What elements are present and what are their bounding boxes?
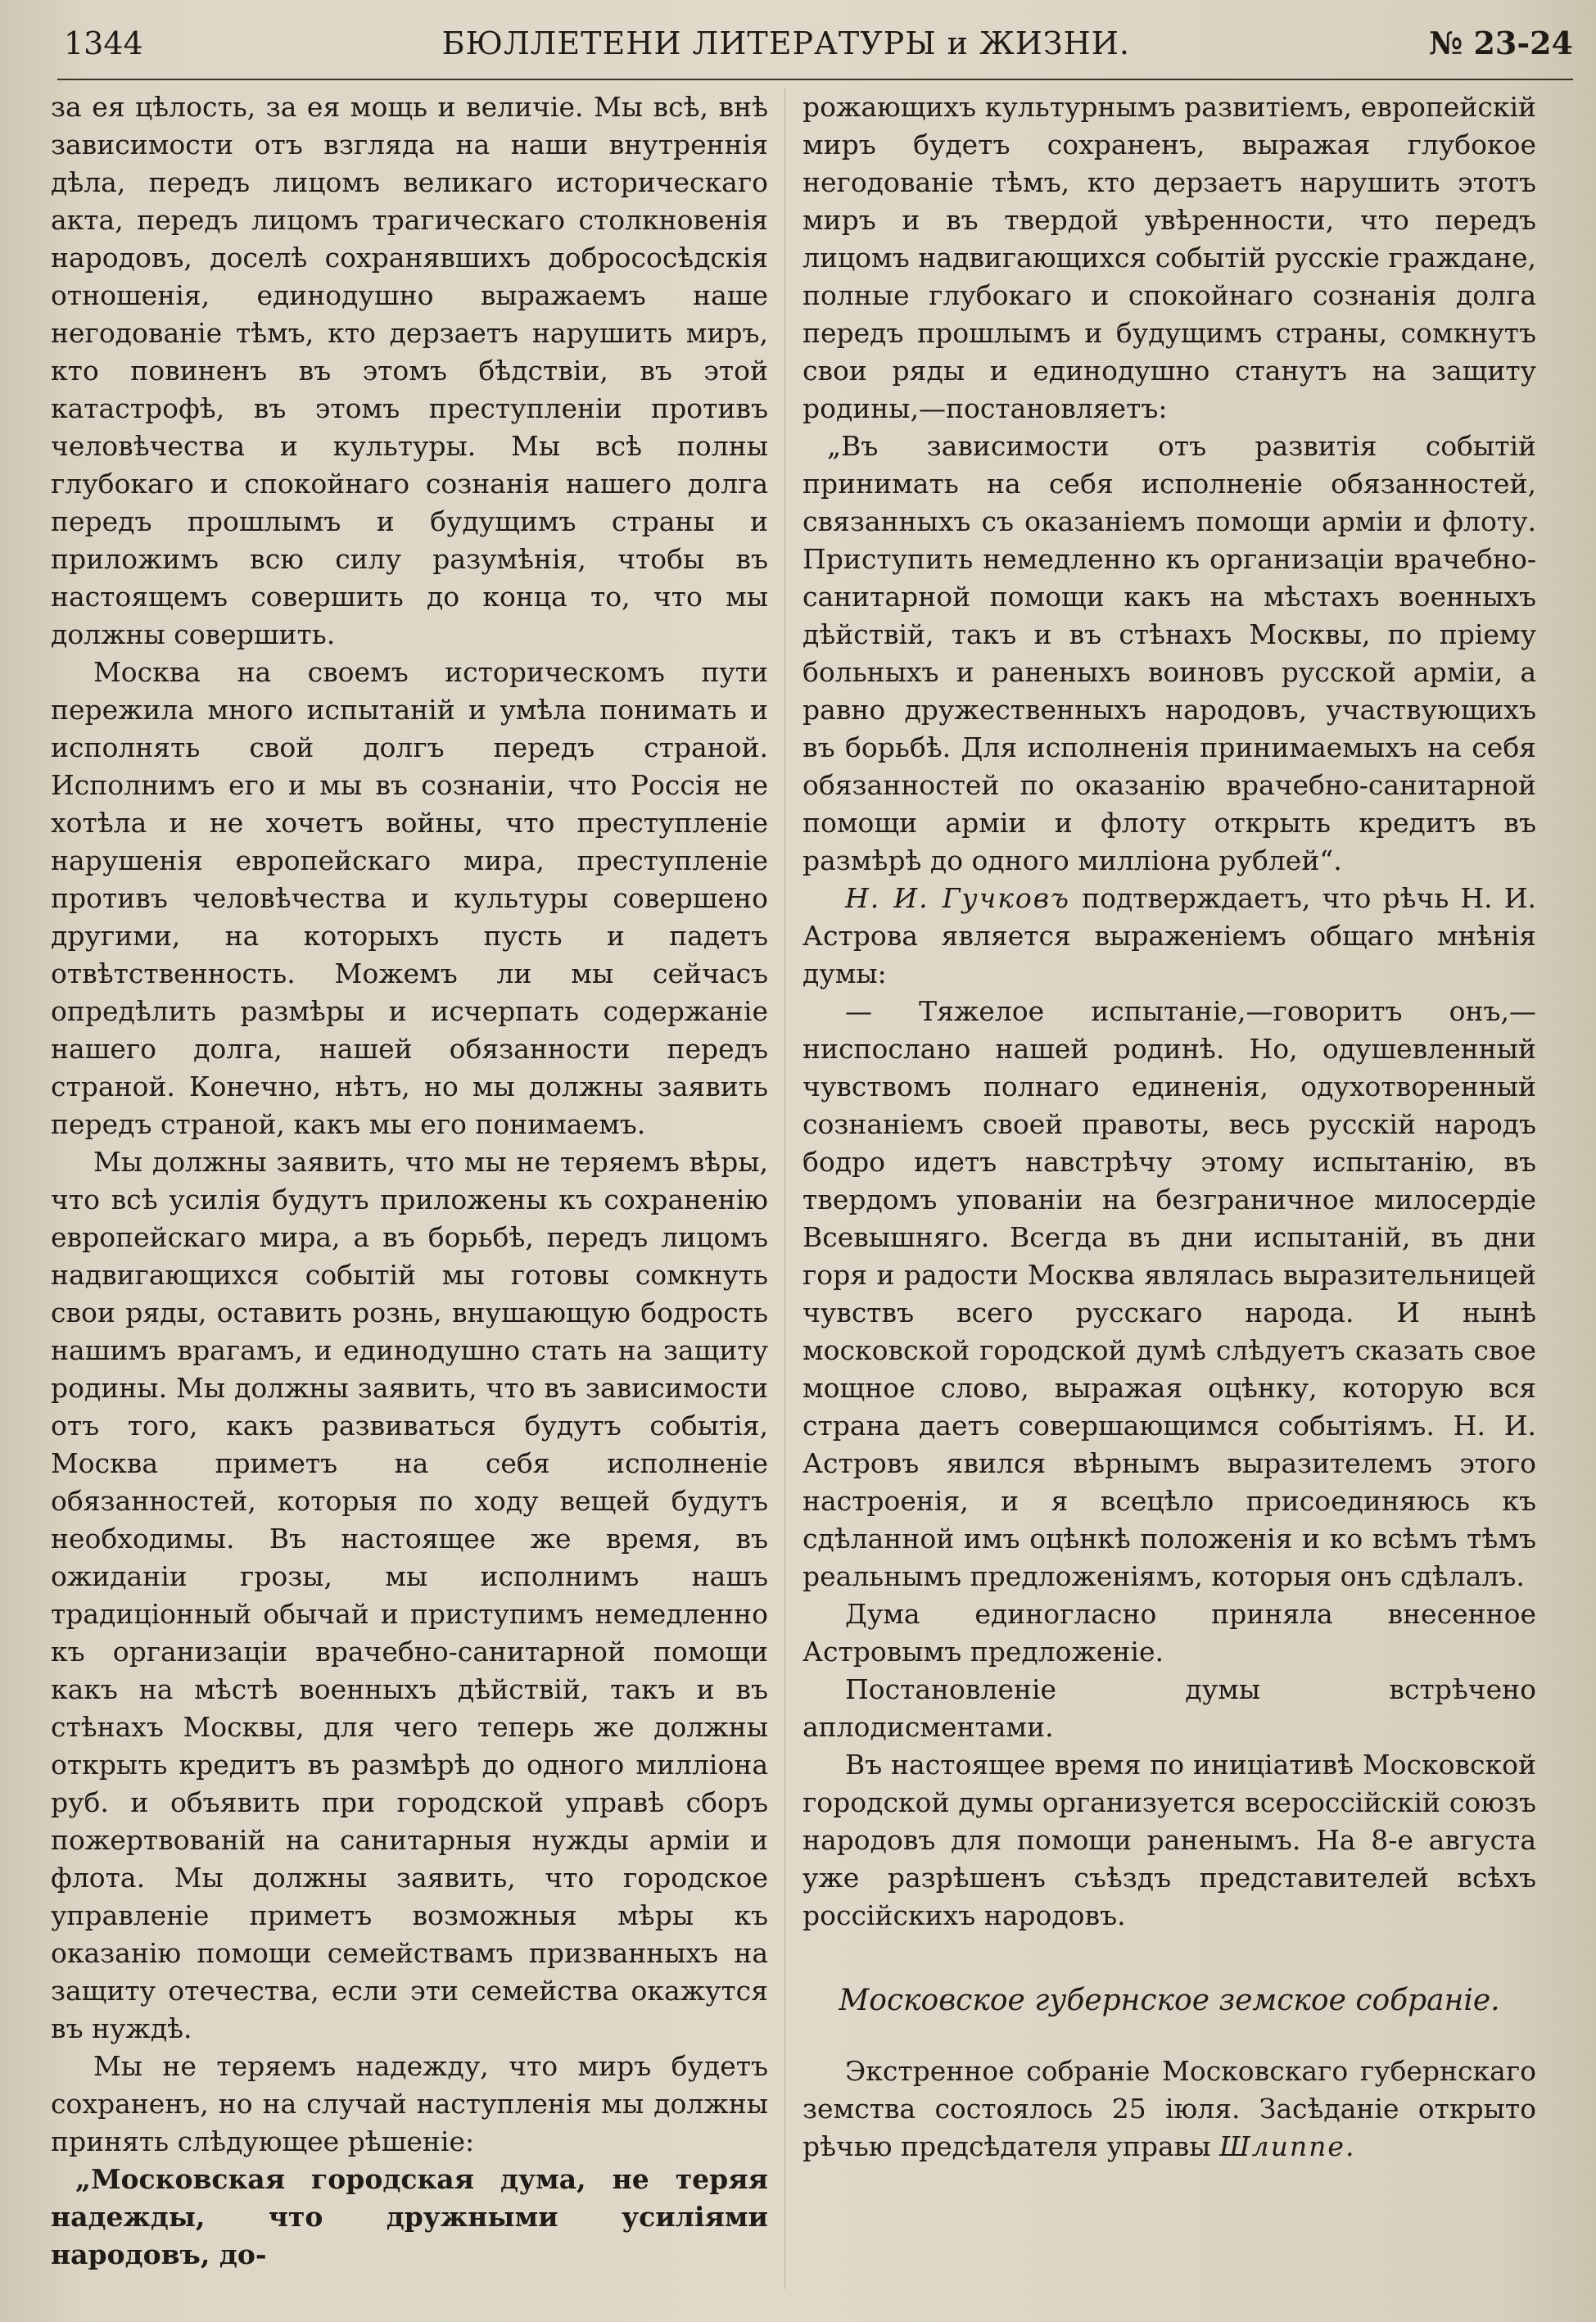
paragraph-text: подтверждаетъ, что рѣчь Н. И. Астрова является выраженіемъ общаго мнѣнія думы: — [803, 882, 1536, 989]
paragraph: — Тяжелое испытаніе,—говоритъ онъ,—ниспослано нашей родинѣ. Но, одушевленный чувствомъ полнаго единенія, одухотворенный сознаніемъ своей правоты, весь русскій народъ бодро идетъ навстрѣчу этому испытанію, въ твердомъ упованіи на безграничное милосердіе Всевышняго. Всегда въ дни испытаній, въ дни горя и радости Москва являлась выразительницей чувствъ всего русскаго народа. И нынѣ московской городской думѣ слѣдуетъ сказать свое мощное слово, выражая оцѣнку, которую вся страна даетъ совершающимся событіямъ. Н. И. Астровъ явился вѣрнымъ выразителемъ этого настроенія, и я всецѣло присоединяюсь къ сдѣланной имъ оцѣнкѣ положенія и ко всѣмъ тѣмъ реальнымъ предложеніямъ, которыя онъ сдѣлалъ. — [803, 995, 1536, 1592]
paragraph: Мы должны заявить, что мы не теряемъ вѣры, что всѣ усилія будутъ приложены къ сохраненію европейскаго мира, а въ борьбѣ, передъ лицомъ надвигающихся событій мы готовы сомкнуть свои ряды, оставить рознь, внушающую бодрость нашимъ врагамъ, и единодушно стать на защиту родины. Мы должны заявить, что въ зависимости отъ того, какъ развиваться будутъ событія, Москва приметъ на себя исполненіе обязанностей, которыя по ходу вещей будутъ необходимы. Въ настоящее же время, въ ожиданіи грозы, мы исполнимъ нашъ традиціонный обычай и приступимъ немедленно къ организаціи врачебно-санитарной помощи какъ на мѣстѣ военныхъ дѣйствій, такъ и въ стѣнахъ Москвы, для чего теперь же должны открыть кредитъ въ размѣрѣ до одного милліона руб. и объявить при городской управѣ сборъ пожертвованій на санитарныя нужды арміи и флота. Мы должны заявить, что городское управленіе приметъ возможныя мѣры къ оказанію помощи семействамъ призванныхъ на защиту отечества, если эти семейства окажутся въ нуждѣ. — [51, 1146, 768, 2044]
page-number: 1344 — [64, 25, 143, 61]
paragraph: Мы не теряемъ надежду, что миръ будетъ сохраненъ, но на случай наступленія мы должны принять слѣдующее рѣшеніе: — [51, 2050, 768, 2157]
right-column — [803, 88, 1536, 2297]
paragraph — [803, 2053, 1536, 2166]
paragraph: Въ настоящее время по иниціативѣ Московской городской думы организуется всероссійскій союзъ народовъ для помощи раненымъ. На 8-е августа уже разрѣшенъ съѣздъ представителей всѣхъ россійскихъ народовъ. — [803, 1749, 1536, 1931]
paragraph-text: Экстренное собраніе Московскаго губернскаго земства состоялось 25 іюля. Засѣданіе открыто рѣчью предсѣдателя управы — [803, 2055, 1536, 2162]
column-divider — [784, 88, 785, 2289]
paragraph: за ея цѣлость, за ея мощь и величіе. Мы всѣ, внѣ зависимости отъ взгляда на наши внутреннія дѣла, передъ лицомъ великаго историческаго акта, передъ лицомъ трагическаго столкновенія народовъ, доселѣ сохранявшихъ добрососѣдскія отношенія, единодушно выражаемъ наше негодованіе тѣмъ, кто дерзаетъ нарушить миръ, кто повиненъ въ этомъ бѣдствіи, въ этой катастрофѣ, въ этомъ преступленіи противъ человѣчества и культуры. Мы всѣ полны глубокаго и спокойнаго сознанія нашего долга передъ прошлымъ и будущимъ страны и приложимъ всю силу разумѣнія, чтобы въ настоящемъ совершить до конца то, что мы должны совершить. — [51, 91, 768, 650]
paragraph — [803, 880, 1536, 993]
paragraph: „Въ зависимости отъ развитія событій принимать на себя исполненіе обязанностей, связанныхъ съ оказаніемъ помощи арміи и флоту. Приступить немедленно къ организаціи врачебно-санитарной помощи какъ на мѣстахъ военныхъ дѣйствій, такъ и въ стѣнахъ Москвы, по пріему больныхъ и раненыхъ воиновъ русской арміи, а равно дружественныхъ народовъ, участвующихъ въ борьбѣ. Для исполненія принимаемыхъ на себя обязанностей по оказанію врачебно-санитарной помощи арміи и флоту открыть кредитъ въ размѣрѣ до одного милліона рублей“. — [803, 430, 1536, 876]
paragraph: „Московская городская дума, не теряя надежды, что дружными усиліями народовъ, до- — [51, 2163, 768, 2270]
paragraph: Постановленіе думы встрѣчено аплодисментами. — [803, 1673, 1536, 1743]
paragraph: Москва на своемъ историческомъ пути пережила много испытаній и умѣла понимать и исполнять свой долгъ передъ страной. Исполнимъ его и мы въ сознаніи, что Россія не хотѣла и не хочетъ войны, что преступленіе нарушенія европейскаго мира, преступленіе противъ человѣчества и культуры совершено другими, на которыхъ пусть и падетъ отвѣтственность. Можемъ ли мы сейчасъ опредѣлить размѣры и исчерпать содержаніе нашего долга, нашей обязанности передъ страной. Конечно, нѣтъ, но мы должны заявить передъ страной, какъ мы его понимаемъ. — [51, 656, 768, 1140]
speaker-name: Н. И. Гучковъ — [845, 882, 1070, 914]
issue-number: № 23-24 — [1428, 25, 1573, 61]
header-rule — [57, 79, 1573, 80]
section-heading: Московское губернское земское собраніе. — [839, 1984, 1500, 2017]
person-name: Шлиппе. — [1218, 2130, 1356, 2162]
paragraph: Дума единогласно приняла внесенное Астровымъ предложеніе. — [803, 1598, 1536, 1668]
left-column — [51, 88, 768, 2297]
running-title: БЮЛЛЕТЕНИ ЛИТЕРАТУРЫ и ЖИЗНИ. — [441, 25, 1130, 61]
page-header — [64, 25, 1573, 67]
paragraph: рожающихъ культурнымъ развитіемъ, европейскій миръ будетъ сохраненъ, выражая глубокое негодованіе тѣмъ, кто дерзаетъ нарушить этотъ миръ и въ твердой увѣренности, что передъ лицомъ надвигающихся событій русскіе граждане, полные глубокаго и спокойнаго сознанія долга передъ прошлымъ и будущимъ страны, сомкнутъ свои ряды и единодушно станутъ на защиту родины,—постановляетъ: — [803, 91, 1536, 424]
